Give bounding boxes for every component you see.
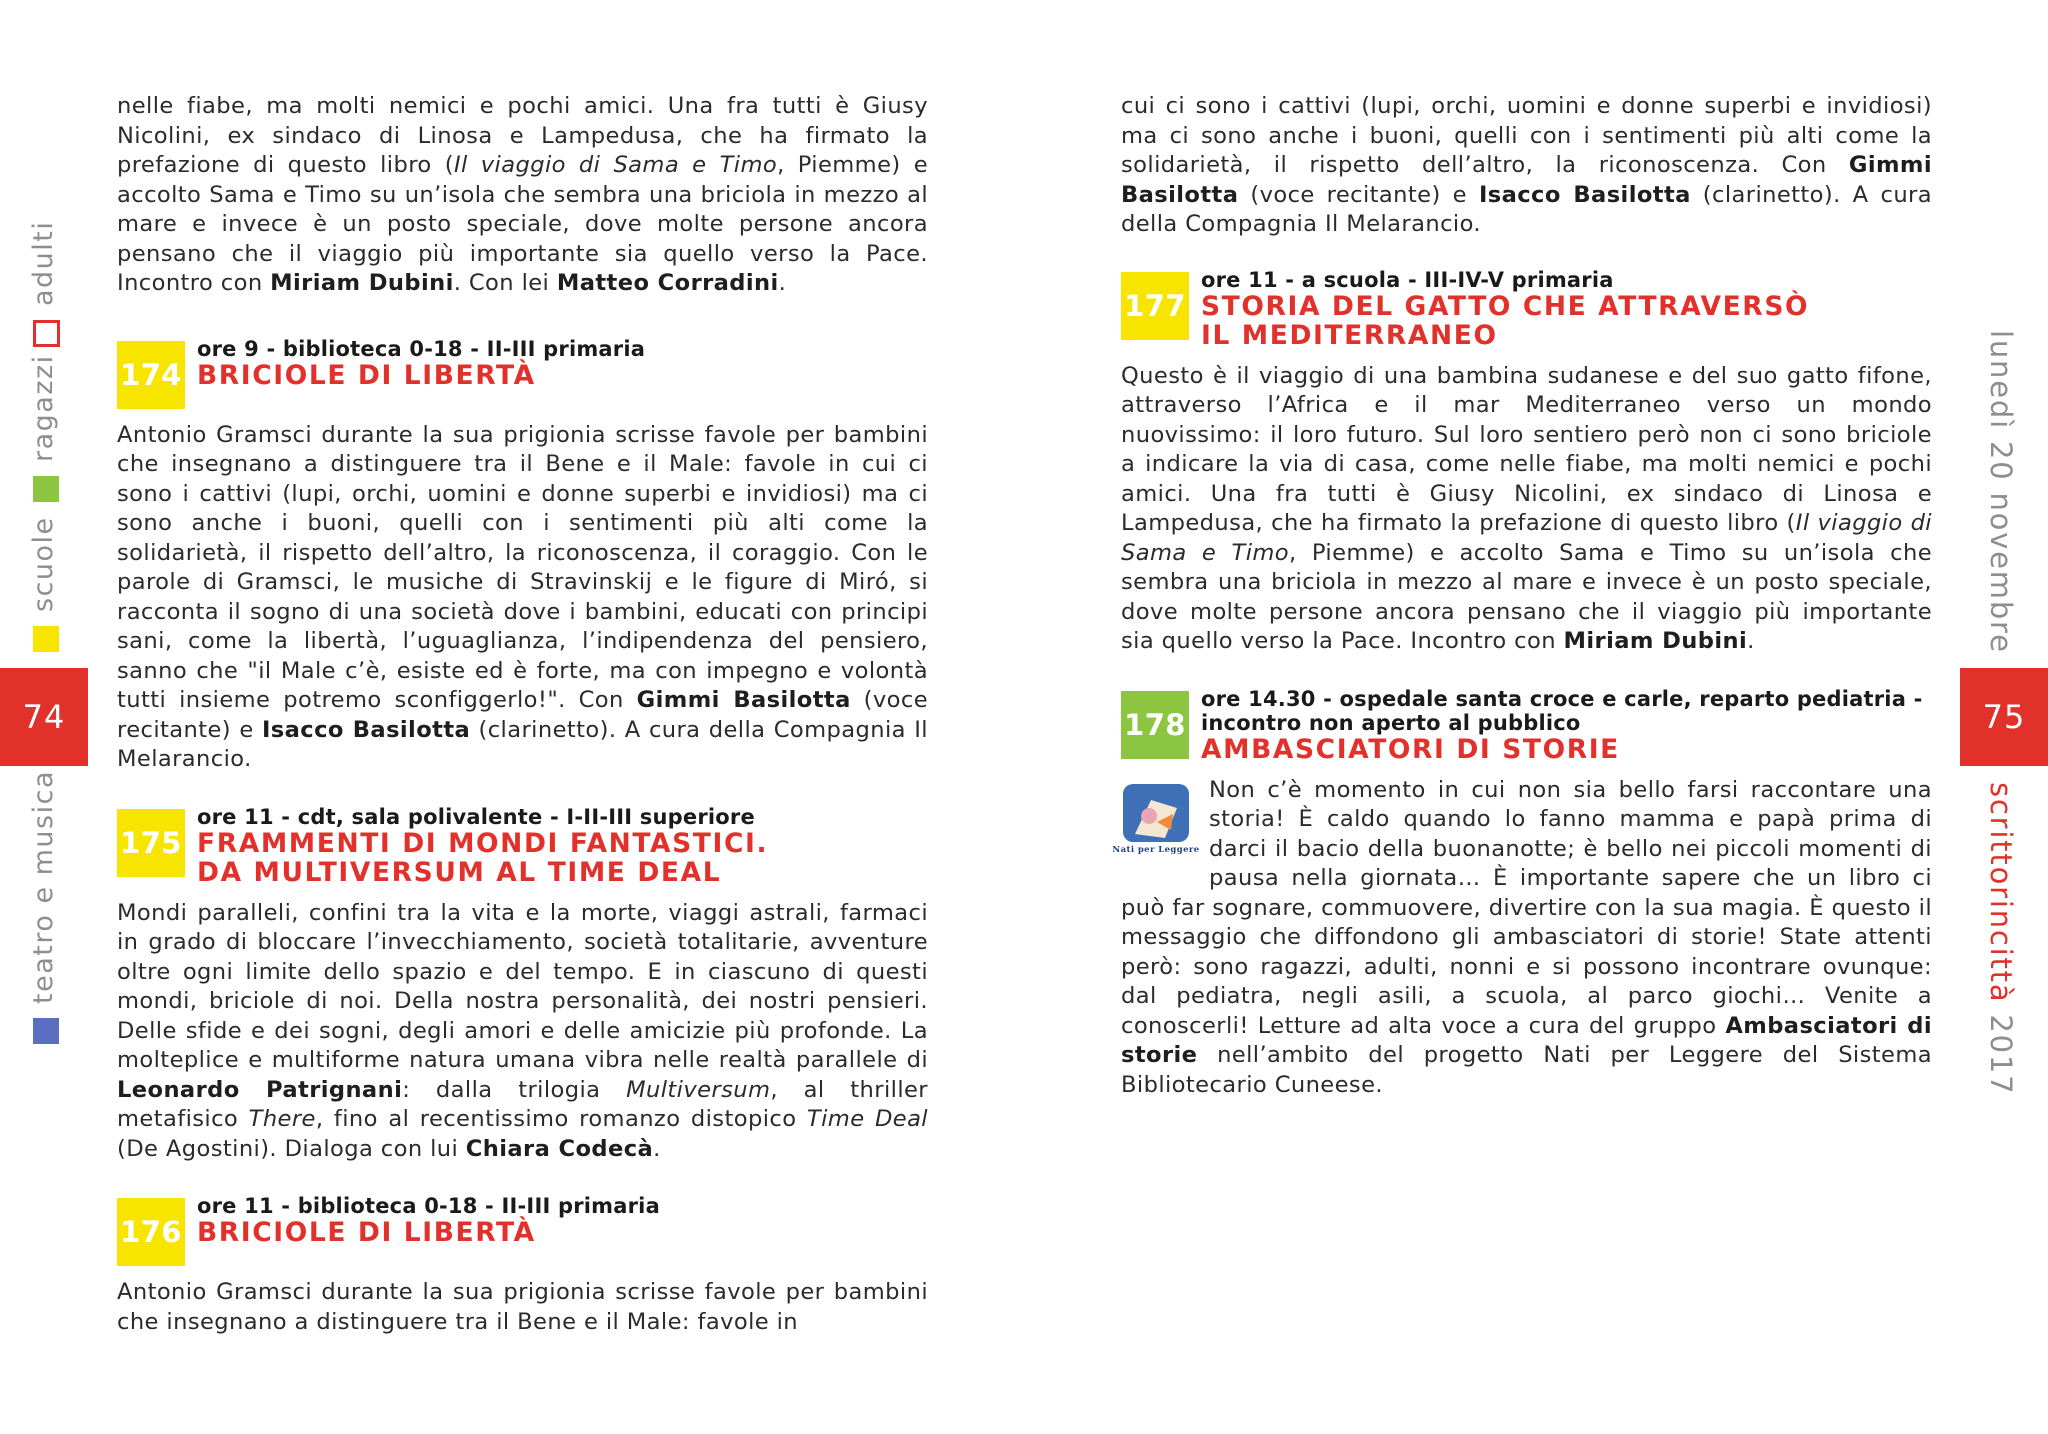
side-brand <box>1984 782 2018 1095</box>
event-176-header <box>117 1194 928 1266</box>
event-title-line1: STORIA DEL GATTO CHE ATTRAVERSÒ <box>1201 290 1810 322</box>
page-number-right: 75 <box>1982 698 2026 736</box>
scuole-square <box>33 626 59 652</box>
event-178-header <box>1121 687 1932 764</box>
sidebar-label-teatro-musica: teatro e musica <box>28 769 59 1004</box>
event-177-header <box>1121 268 1932 350</box>
event-number-badge: 174 <box>117 341 185 409</box>
event-meta: ore 11 - a scuola - III-IV-V primaria <box>1201 267 1614 292</box>
event-175-header <box>117 805 928 887</box>
event-title: BRICIOLE DI LIBERTÀ <box>197 359 536 391</box>
event-title: BRICIOLE DI LIBERTÀ <box>197 1217 536 1248</box>
left-page-column <box>117 92 928 1337</box>
logo-text: Nati per Leggere <box>1112 844 1200 855</box>
event-174-header <box>117 337 928 409</box>
page-number-left: 74 <box>22 698 66 736</box>
adulti-square <box>33 320 60 347</box>
event-175-description: Mondi paralleli, confini tra la vita e la morte, viaggi astrali, farmaci in grado di bloccare l’invecchiamento, società totalitarie, avventure oltre ogni limite dello spazio e del tempo. E in ciascuno di questi mondi, briciole di noi. Della nostra personalità, dei nostri pensieri. Delle sfide e dei sogni, degli amori e delle amicizie più profonde. La molteplice e multiforme natura umana vibra nelle realtà parallele di Leonardo Patrignani: dalla trilogia Multiversum, al thriller metafisico There, fino al recentissimo romanzo distopico Time Deal (De Agostini). Dialoga con lui Chiara Codecà. <box>117 899 928 1162</box>
event-meta: ore 11 - cdt, sala polivalente - I-II-III superiore <box>197 804 755 829</box>
page-number-band-right <box>1960 668 2048 766</box>
sidebar-label-scuole: scuole <box>28 516 59 612</box>
left-intro-paragraph: nelle fiabe, ma molti nemici e pochi amici. Una fra tutti è Giusy Nicolini, ex sindaco di Linosa e Lampedusa, che ha firmato la prefazione di questo libro (Il viaggio di Sama e Timo, Piemme) e accolto Sama e Timo su un’isola che sembra una briciola in mezzo al mare e invece è un posto speciale, dove molte persone ancora pensano che il viaggio più importante sia quello verso la Pace. Incontro con Miriam Dubini. Con lei Matteo Corradini. <box>117 93 928 296</box>
event-number-badge: 176 <box>117 1198 185 1266</box>
event-number-badge: 177 <box>1121 272 1189 340</box>
ragazzi-square <box>33 476 59 502</box>
side-brand-name: scrittorincittà <box>1984 782 2018 1004</box>
event-178-description: Nati per Leggere Non c’è momento in cui non sia bello farsi raccontare una storia! È caldo quando lo fanno mamma e papà prima di darci il bacio della buonanotte; è bello nei piccoli momenti di pausa nella giornata… È importante sapere che un libro ci può far sognare, commuovere, divertire con la sua magia. È questo il messaggio che diffondono gli ambasciatori di storie! State attenti però: sono ragazzi, adulti, nonni e si possono incontrare ovunque: dal pediatra, negli asili, a scuola, al parco giochi… Venite a conoscerli! Letture ad alta voce a cura del gruppo Ambasciatori di storie nell’ambito del progetto Nati per Leggere del Sistema Bibliotecario Cuneese. <box>1112 776 1932 1098</box>
event-title-line2: IL MEDITERRANEO <box>1201 319 1498 351</box>
event-title-line1: FRAMMENTI DI MONDI FANTASTICI. <box>197 827 769 859</box>
right-page-column <box>1112 92 1932 1100</box>
right-intro-paragraph: cui ci sono i cattivi (lupi, orchi, uomini e donne superbi e invidiosi) ma ci sono anche i buoni, quelli con i sentimenti più alti come la solidarietà, il rispetto dell’altro, la riconoscenza. Con Gimmi Basilotta (voce recitante) e Isacco Basilotta (clarinetto). A cura della Compagnia Il Melarancio. <box>1121 93 1932 237</box>
event-number-badge: 175 <box>117 809 185 877</box>
event-meta: ore 11 - biblioteca 0-18 - II-III primaria <box>197 1194 660 1218</box>
sidebar-label-adulti: adulti <box>28 220 59 306</box>
event-title: AMBASCIATORI DI STORIE <box>1201 733 1620 765</box>
side-date: lunedì 20 novembre <box>1984 330 2018 654</box>
event-174-description: Antonio Gramsci durante la sua prigionia scrisse favole per bambini che insegnano a distinguere tra il Bene e il Male: favole in cui ci sono i cattivi (lupi, orchi, uomini e donne superbi e invidiosi) ma ci sono anche i buoni, quelli con i sentimenti più alti come la solidarietà, il rispetto dell’altro, la riconoscenza, il coraggio. Con le parole di Gramsci, le musiche di Stravinskij e le figure di Miró, si racconta il sogno di una società dove i bambini, educati con principi sani, come la libertà, l’uguaglianza, l’indipendenza del pensiero, sanno che "il Male c’è, esiste ed è forte, ma con impegno e volontà tutti insieme potremo sconfiggerlo!". Con Gimmi Basilotta (voce recitante) e Isacco Basilotta (clarinetto). A cura della Compagnia Il Melarancio. <box>117 421 928 772</box>
sidebar-label-ragazzi: ragazzi <box>28 354 59 462</box>
event-number-badge: 178 <box>1121 691 1189 759</box>
nati-per-leggere-logo <box>1112 782 1200 862</box>
page-number-band-left <box>0 668 88 766</box>
event-title-line2: DA MULTIVERSUM AL TIME DEAL <box>197 856 722 888</box>
event-meta-line1: ore 14.30 - ospedale santa croce e carle, reparto pediatria - <box>1201 686 1923 711</box>
nati-per-leggere-logo-image <box>1112 782 1200 862</box>
event-meta: ore 9 - biblioteca 0-18 - II-III primaria <box>197 336 646 361</box>
event-176-description: Antonio Gramsci durante la sua prigionia scrisse favole per bambini che insegnano a distinguere tra il Bene e il Male: favole in <box>117 1279 928 1335</box>
teatro-square <box>33 1018 59 1044</box>
side-year: 2017 <box>1984 1014 2018 1096</box>
event-meta-line2: incontro non aperto al pubblico <box>1201 710 1581 735</box>
event-177-description: Questo è il viaggio di una bambina sudanese e del suo gatto fifone, attraverso l’Africa e il mar Mediterraneo verso un mondo nuovissimo: il loro futuro. Sul loro sentiero però non ci sono briciole a indicare la via di casa, come nelle fiabe, ma molti nemici e pochi amici. Una fra tutti è Giusy Nicolini, ex sindaco di Linosa e Lampedusa, che ha firmato la prefazione di questo libro (Il viaggio di Sama e Timo, Piemme) e accolto Sama e Timo su un’isola che sembra una briciola in mezzo al mare e invece è un posto speciale, dove molte persone ancora pensano che il viaggio più importante sia quello verso la Pace. Incontro con Miriam Dubini. <box>1121 362 1932 654</box>
